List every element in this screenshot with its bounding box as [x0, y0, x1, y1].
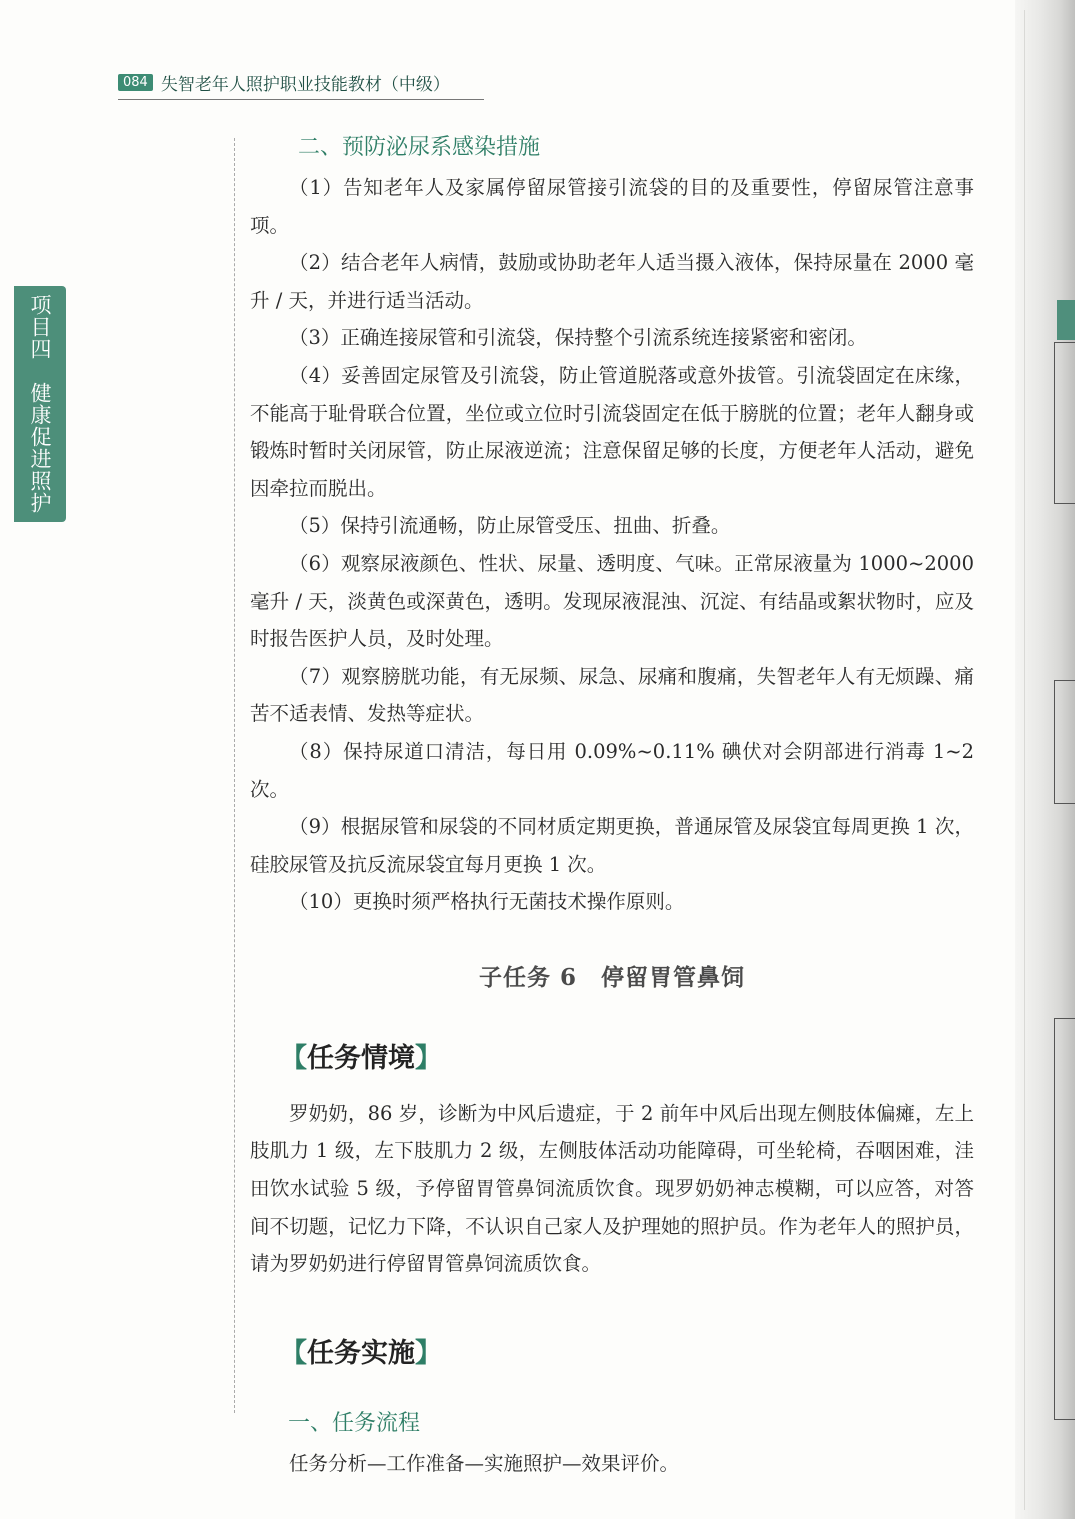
bracket-open: 【	[280, 1042, 307, 1074]
measure-item: （9）根据尿管和尿袋的不同材质定期更换，普通尿管及尿袋宜每周更换 1 次，硅胶尿管及抗反流尿袋宜每月更换 1 次。	[250, 815, 974, 876]
measure-item: （8）保持尿道口清洁，每日用 0.09%~0.11% 碘伏对会阴部进行消毒 1~2 次。	[250, 739, 974, 801]
running-header	[118, 70, 484, 100]
subtask-title: 子任务 6 停留胃管鼻饲	[478, 963, 745, 991]
flow-heading: 一、任务流程	[288, 1410, 421, 1436]
measure-item: （5）保持引流通畅，防止尿管受压、扭曲、折叠。	[289, 514, 731, 538]
measure-item: （4）妥善固定尿管及引流袋，防止管道脱落或意外拔管。引流袋固定在床缘，不能高于耻骨联合位置，坐位或立位时引流袋固定在低于膀胱的位置；老年人翻身或锻炼时暂时关闭尿管，防止尿液逆流；注意保留足够的长度，方便老年人活动，避免因牵拉而脱出。	[250, 363, 974, 500]
measure-item: （10）更换时须严格执行无菌技术操作原则。	[289, 890, 685, 914]
next-page-table	[1054, 342, 1075, 504]
book-title: 失智老年人照护职业技能教材（中级）	[160, 75, 450, 95]
margin-dashed-rule	[234, 138, 235, 1413]
scenario-heading-text: 任务情境	[307, 1042, 415, 1074]
scenario-text: 罗奶奶，86 岁，诊断为中风后遗症，于 2 前年中风后出现左侧肢体偏瘫，左上肢肌力 1 级，左下肢肌力 2 级，左侧肢体活动功能障碍，可坐轮椅，吞咽困难，洼田饮水试验 5 级，予停留胃管鼻饲流质饮食。现罗奶奶神志模糊，可以应答，对答间不切题，记忆力下降，不认识自己家人及护理她的照护员。作为老年人的照护员，请为罗奶奶进行停留胃管鼻饲流质饮食。	[250, 1101, 974, 1276]
next-page-tab	[1057, 300, 1075, 340]
implementation-heading	[280, 1331, 974, 1370]
flow-text: 任务分析—工作准备—实施照护—效果评价。	[289, 1451, 680, 1475]
page-content	[250, 130, 974, 1482]
chapter-side-tab	[14, 286, 66, 522]
next-page-table	[1054, 680, 1075, 804]
bracket-open: 【	[280, 1337, 307, 1369]
bracket-close: 】	[415, 1337, 442, 1369]
page-edge-line	[1024, 10, 1025, 1510]
measure-item: （6）观察尿液颜色、性状、尿量、透明度、气味。正常尿液量为 1000~2000 毫升 / 天，淡黄色或深黄色，透明。发现尿液混浊、沉淀、有结晶或絮状物时，应及时报告医护人员，及时处理。	[250, 551, 974, 651]
measure-item: （7）观察膀胱功能，有无尿频、尿急、尿痛和腹痛，失智老年人有无烦躁、痛苦不适表情、发热等症状。	[250, 664, 974, 726]
measure-item: （3）正确连接尿管和引流袋，保持整个引流系统连接紧密和密闭。	[289, 326, 867, 350]
next-page-table	[1054, 1018, 1075, 1420]
scenario-heading	[280, 1036, 974, 1075]
side-tab-label: 项目四 健康促进照护	[28, 294, 52, 514]
measure-item: （2）结合老年人病情，鼓励或协助老年人适当摄入液体，保持尿量在 2000 毫升 / 天，并进行适当活动。	[250, 251, 974, 312]
section-heading: 二、预防泌尿系感染措施	[298, 135, 541, 160]
bracket-close: 】	[415, 1042, 442, 1074]
implementation-heading-text: 任务实施	[307, 1337, 415, 1369]
page-number: 084	[118, 74, 153, 91]
measure-item: （1）告知老年人及家属停留尿管接引流袋的目的及重要性，停留尿管注意事项。	[250, 176, 974, 237]
